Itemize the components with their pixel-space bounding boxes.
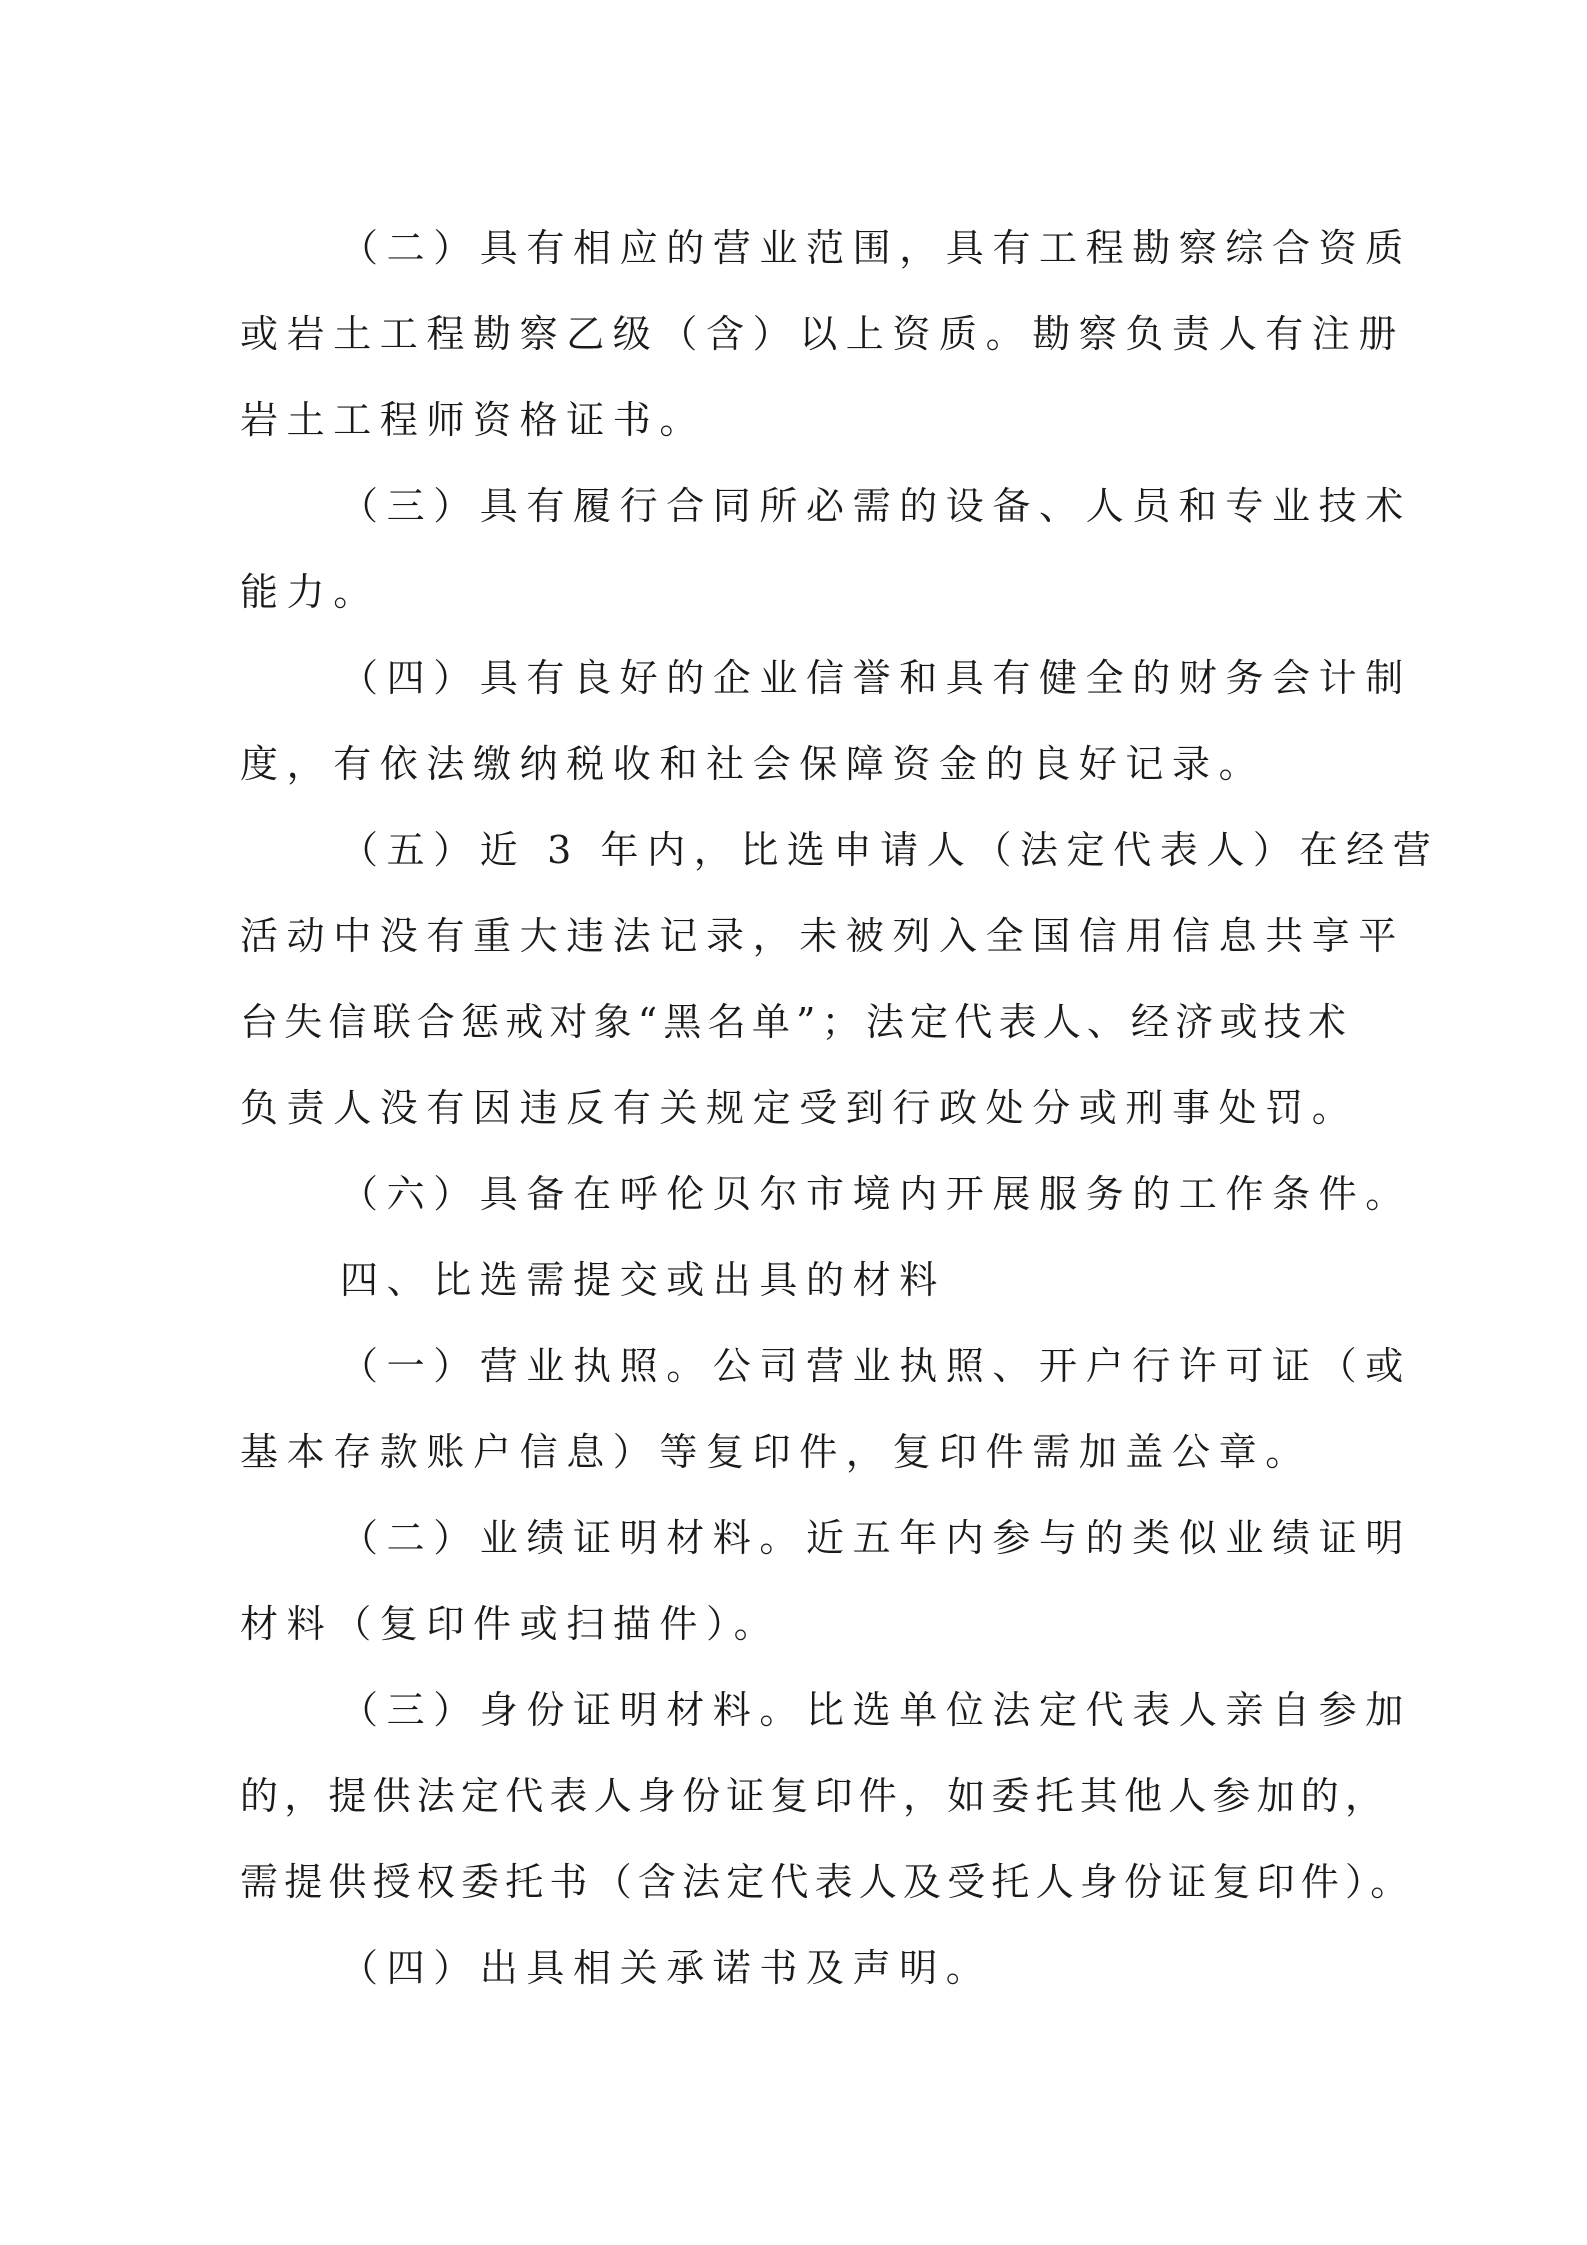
item-5-line-1: （五）近 3 年内，比选申请人（法定代表人）在经营 [340,828,1440,872]
item-2-line-1: （二）具有相应的营业范围，具有工程勘察综合资质 [340,226,1412,270]
item-5-line-2: 活动中没有重大违法记录，未被列入全国信用信息共享平 [240,914,1406,958]
item-2-line-3: 岩土工程师资格证书。 [240,398,707,442]
item-4-line-2: 度，有依法缴纳税收和社会保障资金的良好记录。 [240,742,1266,786]
item-6-line-1: （六）具备在呼伦贝尔市境内开展服务的工作条件。 [340,1172,1412,1216]
item-4-line-1: （四）具有良好的企业信誉和具有健全的财务会计制 [340,656,1412,700]
item-5-line-4: 负责人没有因违反有关规定受到行政处分或刑事处罚。 [240,1086,1359,1130]
material-3-line-3: 需提供授权委托书（含法定代表人及受托人身份证复印件）。 [240,1860,1415,1904]
material-1-line-2: 基本存款账户信息）等复印件，复印件需加盖公章。 [240,1430,1312,1474]
item-2-line-2: 或岩土工程勘察乙级（含）以上资质。勘察负责人有注册 [240,312,1406,356]
material-2-line-2: 材料（复印件或扫描件）。 [240,1602,781,1646]
material-3-line-1: （三）身份证明材料。比选单位法定代表人亲自参加 [340,1688,1412,1732]
item-3-line-1: （三）具有履行合同所必需的设备、人员和专业技术 [340,484,1412,528]
material-4-line-1: （四）出具相关承诺书及声明。 [340,1946,993,1990]
material-1-line-1: （一）营业执照。公司营业执照、开户行许可证（或 [340,1344,1412,1388]
section-4-heading: 四、比选需提交或出具的材料 [340,1258,946,1302]
material-2-line-1: （二）业绩证明材料。近五年内参与的类似业绩证明 [340,1516,1412,1560]
document-body [240,205,1440,2011]
item-5-line-3: 台失信联合惩戒对象“黑名单”；法定代表人、经济或技术 [240,1000,1353,1044]
item-3-line-2: 能力。 [240,570,380,614]
material-3-line-2: 的，提供法定代表人身份证复印件，如委托其他人参加的， [240,1774,1390,1818]
